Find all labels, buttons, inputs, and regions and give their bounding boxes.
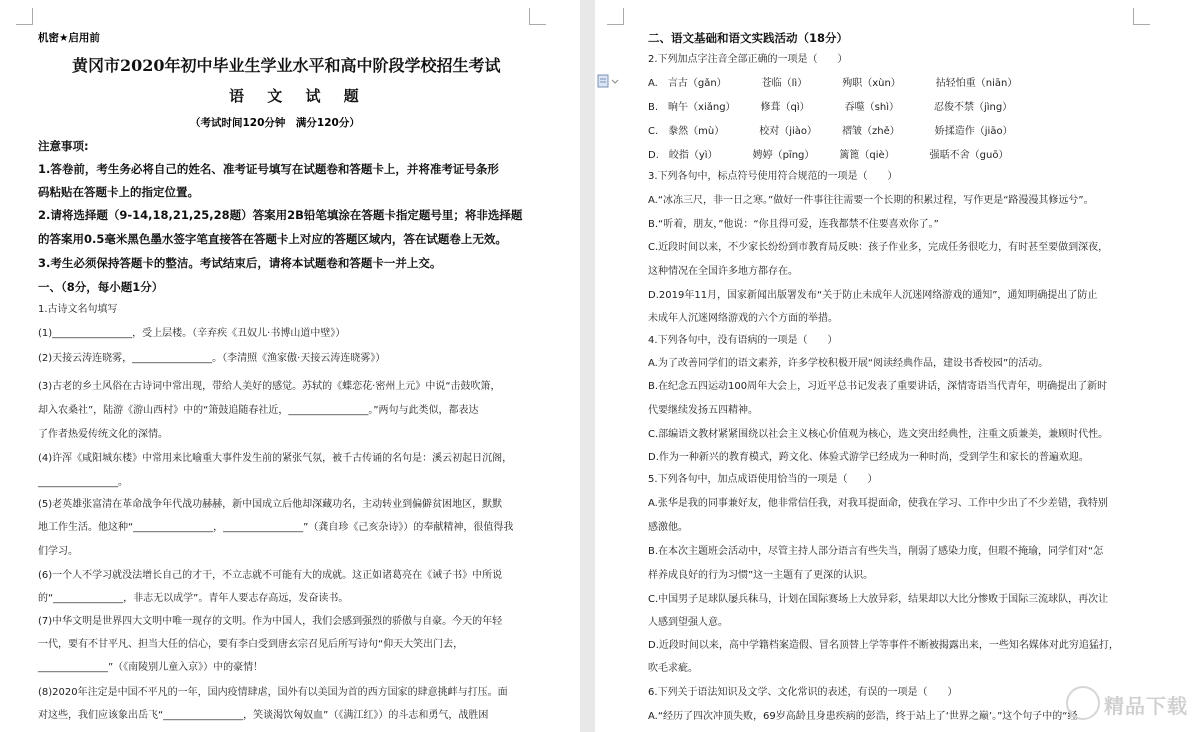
question-line: (1)________________，受上层楼。（辛弃疾《丑奴儿·书博山道中壁》） bbox=[38, 328, 346, 339]
confidential-label: 机密★启用前 bbox=[38, 32, 100, 44]
notes-header: 注意事项: bbox=[38, 139, 89, 153]
question-line: C. 豢然（mù） 校对（jiào） 褶皱（zhě） 娇揉造作（jiāo） bbox=[648, 126, 1013, 137]
question-line: B. 晌午（xiǎng） 修葺（qì） 吞噬（shì） 忍俊不禁（jìng） bbox=[648, 102, 1013, 113]
question-line: 3.下列各句中，标点符号使用符合规范的一项是（ ） bbox=[648, 171, 898, 182]
question-line: A.“冰冻三尺，非一日之寒。”做好一件事往往需要一个长期的积累过程，写作更是“路漫漫其修远兮”。 bbox=[648, 195, 1094, 206]
note-line: 3.考生必须保持答题卡的整洁。考试结束后，请将本试题卷和答题卡一并上交。 bbox=[38, 256, 442, 270]
question-line: D.近段时间以来，高中学籍档案造假、冒名顶替上学等事件不断被揭露出来，一些知名媒体对此穷追猛打， bbox=[648, 640, 1119, 651]
document-page-left bbox=[0, 0, 580, 732]
question-line: 样养成良好的行为习惯”这一主题有了更深的认识。 bbox=[648, 570, 874, 581]
section1-header: 一、（8分，每小题1分） bbox=[38, 280, 164, 294]
question-line: 未成年人沉迷网络游戏的六个方面的举措。 bbox=[648, 313, 838, 324]
question-line: 了作者热爱传统文化的深情。 bbox=[38, 429, 168, 440]
question-line: A.为了改善同学们的语文素养，许多学校积极开展“阅读经典作品，建设书香校园”的活动。 bbox=[648, 358, 1049, 369]
question-line: 对这些，我们应该象出岳飞“________________，笑谈渴饮匈奴血”（《满江红》）的斗志和勇气，战胜困 bbox=[38, 710, 489, 721]
question-line: A. 言古（gǎn） 苍临（lì） 殉职（xùn） 拈轻怕重（niān） bbox=[648, 78, 1018, 89]
document-comment-icon[interactable] bbox=[597, 74, 619, 88]
note-line: 的答案用0.5毫米黑色墨水签字笔直接答在答题卡上对应的答题区域内，答在试题卷上无效。 bbox=[38, 232, 507, 246]
question-line: 地工作生活。他这种“________________，________________”（龚自珍《己亥杂诗》）的奉献精神，很值得我 bbox=[38, 522, 514, 533]
question-line: D. 皎指（yì） 娉婷（pīng） 篱篦（qiè） 强聒不舍（guō） bbox=[648, 150, 1009, 161]
question-line: B.在本次主题班会活动中，尽管主持人部分语言有些失当，削弱了感染力度，但瑕不掩瑜，同学们对“怎 bbox=[648, 546, 1104, 557]
question-line: (2)天接云涛连晓雾，________________。（李清照《渔家傲·天接云涛连晓雾》） bbox=[38, 353, 386, 364]
question-line: (3)古老的乡土风俗在古诗词中常出现，带给人美好的感觉。苏轼的《蝶恋花·密州上元》中说“击鼓吹箫， bbox=[38, 381, 501, 392]
crop-mark bbox=[607, 8, 624, 25]
exam-info: （考试时间120分钟 满分120分） bbox=[190, 117, 360, 129]
question-line: 吹毛求疵。 bbox=[648, 663, 698, 674]
exam-subtitle: 语 文 试 题 bbox=[229, 87, 368, 105]
question-line: 6.下列关于语法知识及文学、文化常识的表述，有误的一项是（ ） bbox=[648, 687, 958, 698]
question-line: ______________”（《南陵别儿童入京》）中的豪情！ bbox=[38, 662, 264, 673]
question-line: D.2019年11月，国家新闻出版署发布“关于防止未成年人沉迷网络游戏的通知”，通知明确提出了防止 bbox=[648, 290, 1098, 301]
question-line: D.作为一种新兴的教育模式，跨文化、体验式游学已经成为一种时尚，受到学生和家长的普遍欢迎。 bbox=[648, 452, 1089, 463]
note-line: 码粘贴在答题卡上的指定位置。 bbox=[38, 185, 199, 199]
question-line: C.近段时间以来，不少家长纷纷到市教育局反映：孩子作业多，完成任务很吃力，有时甚至要做到深夜， bbox=[648, 242, 1109, 253]
question-line: 2.下列加点字注音全部正确的一项是（ ） bbox=[648, 54, 848, 65]
question-line: 这种情况在全国许多地方都存在。 bbox=[648, 266, 798, 277]
question-line: 的“______________，非志无以成学”。青年人要志存高远，发奋读书。 bbox=[38, 593, 349, 604]
crop-mark bbox=[529, 8, 546, 25]
question-line: C.部编语文教材紧紧围绕以社会主义核心价值观为核心，选文突出经典性，注重文质兼美，兼顾时代性。 bbox=[648, 429, 1109, 440]
question-line: 们学习。 bbox=[38, 546, 78, 557]
crop-mark bbox=[16, 8, 33, 25]
note-line: 2.请将选择题（9-14,18,21,25,28题）答案用2B铅笔填涂在答题卡指定题号里；将非选择题 bbox=[38, 208, 523, 222]
question-line: 1.古诗文名句填写 bbox=[38, 304, 118, 315]
exam-title: 黄冈市2020年初中毕业生学业水平和高中阶段学校招生考试 bbox=[72, 56, 501, 75]
question-line: B.“听着，朋友，”他说：“你且得可爱，连我都禁不住要喜欢你了。” bbox=[648, 219, 939, 230]
watermark-logo-icon bbox=[1066, 686, 1100, 720]
question-line: 人感到望强人意。 bbox=[648, 617, 728, 628]
question-line: A.张华是我的同事兼好友，他非常信任我，对我耳提面命，使我在学习、工作中少出了不少差错，我特别 bbox=[648, 498, 1108, 509]
question-line: (7)中华文明是世界四大文明中唯一现存的文明。作为中国人，我们会感到强烈的骄傲与自豪。今天的年轻 bbox=[38, 616, 503, 627]
question-line: B.在纪念五四运动100周年大会上，习近平总书记发表了重要讲话，深情寄语当代青年，明确提出了新时 bbox=[648, 381, 1108, 392]
crop-mark bbox=[1133, 8, 1150, 25]
note-line: 1.答卷前，考生务必将自己的姓名、准考证号填写在试题卷和答题卡上，并将准考证号条形 bbox=[38, 162, 499, 176]
question-line: C.中国男子足球队屡兵秣马，计划在国际赛场上大放异彩，结果却以大比分惨败于国际三流球队，再次让 bbox=[648, 594, 1109, 605]
question-line: 代要继续发扬五四精神。 bbox=[648, 405, 758, 416]
question-line: (6)一个人不学习就没法增长自己的才干，不立志就不可能有大的成就。这正如诸葛亮在《诫子书》中所说 bbox=[38, 570, 503, 581]
question-line: 4.下列各句中，没有语病的一项是（ ） bbox=[648, 335, 838, 346]
document-page-right bbox=[595, 0, 1200, 732]
watermark-text: 精品下载 bbox=[1104, 694, 1188, 718]
question-line: 5.下列各句中，加点成语使用恰当的一项是（ ） bbox=[648, 474, 878, 485]
question-line: (5)老英雄张富清在革命战争年代战功赫赫，新中国成立后他却深藏功名，主动转业到偏僻贫困地区，默默 bbox=[38, 499, 503, 510]
question-line: 感激他。 bbox=[648, 522, 688, 533]
question-line: 一代，要有不甘平凡、担当大任的信心，要有李白受到唐玄宗召见后所写诗句“仰天大笑出门去， bbox=[38, 639, 464, 650]
question-line: (8)2020年注定是中国不平凡的一年，国内疫情肆虐，国外有以美国为首的西方国家的肆意挑衅与打压。面 bbox=[38, 687, 508, 698]
question-line: A.“经历了四次冲顶失败，69岁高龄且身患疾病的彭浩，终于站上了‘世界之巅’。”这个句子中的“经 bbox=[648, 711, 1078, 722]
question-line: (4)许浑《咸阳城东楼》中常用来比喻重大事件发生前的紧张气氛，被千古传诵的名句是：溪云初起日沉阁， bbox=[38, 453, 513, 464]
question-line: 却入农桑社”，陆游《游山西村》中的“箫鼓追随春社近，________________。”两句与此类似，都表达 bbox=[38, 405, 479, 416]
question-line: ________________。 bbox=[38, 477, 128, 488]
section2-header: 二、语文基础和语文实践活动（18分） bbox=[648, 31, 849, 45]
